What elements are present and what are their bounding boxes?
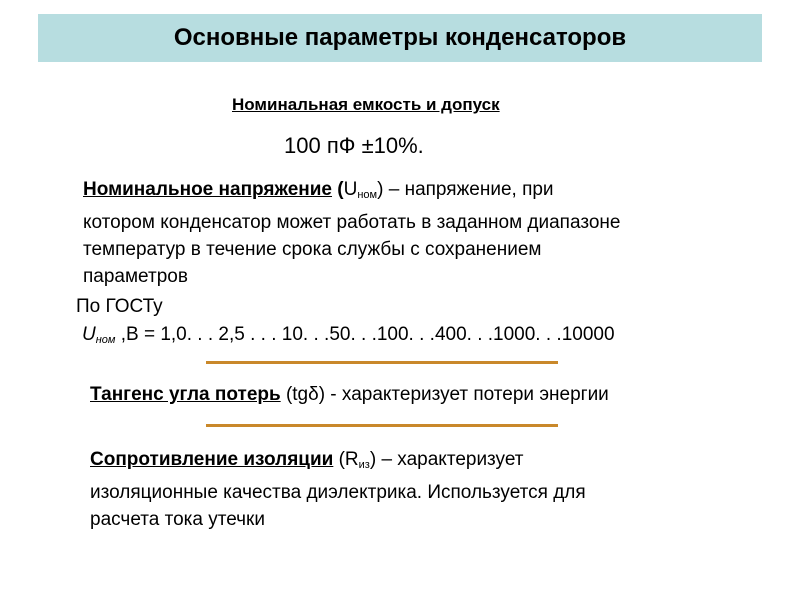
- title-bar: [38, 14, 762, 62]
- voltage-section: Номинальное напряжение $(U_{ном})$ – напряжение, при котором конденсатор может работать в заданном диапазоне температур в течение срока службы с сохранением параметров: [83, 179, 621, 287]
- voltage-symbol: U: [343, 179, 358, 200]
- gost-series-line: $U_{ном}$ ,В = 1,0. . . 2,5 . . . 10. . .50. . .100. . .400. . .1000. . .10000: [82, 324, 615, 346]
- insulation-heading: Сопротивление изоляции: [90, 449, 334, 470]
- divider-1: [206, 361, 558, 364]
- capacitance-value: 100 пФ ±10%.: [284, 133, 424, 158]
- loss-symbol: (tgδ): [285, 384, 326, 405]
- loss-heading: Тангенс угла потерь: [90, 384, 281, 405]
- page-title: Основные параметры конденсаторов: [173, 24, 627, 51]
- voltage-heading: Номинальное напряжение: [83, 179, 333, 200]
- capacitance-heading: Номинальная емкость и допуск: [232, 95, 500, 114]
- gost-label: По ГОСТу: [76, 296, 163, 317]
- divider-2: [206, 424, 558, 427]
- loss-section: Тангенс угла потерь (tgδ) - характеризует потери энергии: [90, 384, 609, 405]
- insulation-section: Сопротивление изоляции $(R_{из})$ – характеризует изоляционные качества диэлектрика. Используется для расчета тока утечки: [90, 449, 586, 530]
- gost-symbol: U: [82, 324, 96, 345]
- gost-series: = 1,0. . . 2,5 . . . 10. . .50. . .100. . .400. . .1000. . .10000: [138, 324, 615, 345]
